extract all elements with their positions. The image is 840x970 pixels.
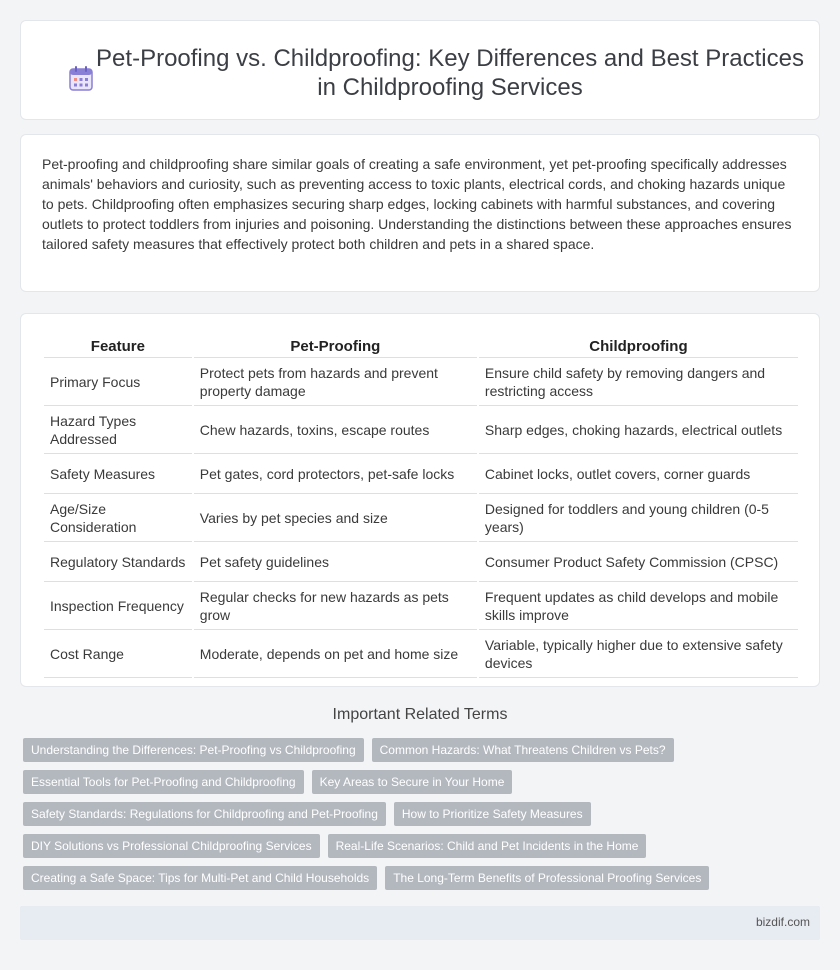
tag-row xyxy=(23,770,723,794)
table-row xyxy=(44,630,798,678)
table-row xyxy=(44,406,798,454)
tag-row xyxy=(23,866,723,890)
pet-proofing-cell: Moderate, depends on pet and home size xyxy=(194,630,477,678)
comparison-table xyxy=(42,334,800,678)
column-header-childproofing: Childproofing xyxy=(479,334,798,358)
footer xyxy=(20,906,820,940)
table-row xyxy=(44,582,798,630)
column-header-feature: Feature xyxy=(44,334,192,358)
table-row xyxy=(44,542,798,582)
comparison-table-card xyxy=(20,313,820,687)
pet-proofing-cell: Pet gates, cord protectors, pet-safe locks xyxy=(194,454,477,494)
pet-proofing-cell: Pet safety guidelines xyxy=(194,542,477,582)
pet-proofing-cell: Varies by pet species and size xyxy=(194,494,477,542)
summary-card xyxy=(20,134,820,292)
calendar-icon xyxy=(69,65,93,91)
related-term-link[interactable]: DIY Solutions vs Professional Childproofing Services xyxy=(23,834,320,858)
footer-site-link[interactable]: bizdif.com xyxy=(755,915,810,929)
tag-row xyxy=(23,834,723,858)
feature-cell: Safety Measures xyxy=(44,454,192,494)
related-term-link[interactable]: How to Prioritize Safety Measures xyxy=(394,802,591,826)
childproofing-cell: Sharp edges, choking hazards, electrical outlets xyxy=(479,406,798,454)
feature-cell: Inspection Frequency xyxy=(44,582,192,630)
column-header-pet-proofing: Pet-Proofing xyxy=(194,334,477,358)
related-terms-list xyxy=(23,738,723,898)
related-term-link[interactable]: Key Areas to Secure in Your Home xyxy=(312,770,513,794)
childproofing-cell: Ensure child safety by removing dangers and restricting access xyxy=(479,358,798,406)
pet-proofing-cell: Regular checks for new hazards as pets grow xyxy=(194,582,477,630)
related-term-link[interactable]: Essential Tools for Pet-Proofing and Childproofing xyxy=(23,770,304,794)
summary-text: Pet-proofing and childproofing share similar goals of creating a safe environment, yet pet-proofing specifically addresses animals' behaviors and curiosity, such as preventing access to toxic plants, electrical cords, and choking hazards unique to pets. Childproofing often emphasizes securing sharp edges, locking cabinets with harmful substances, and covering outlets to protect toddlers from injuries and poisoning. Understanding the distinctions between these approaches ensures tailored safety measures that effectively protect both children and pets in a shared space. xyxy=(42,156,792,252)
feature-cell: Primary Focus xyxy=(44,358,192,406)
tag-row xyxy=(23,738,723,762)
table-row xyxy=(44,454,798,494)
pet-proofing-cell: Chew hazards, toxins, escape routes xyxy=(194,406,477,454)
table-row xyxy=(44,494,798,542)
childproofing-cell: Designed for toddlers and young children (0-5 years) xyxy=(479,494,798,542)
childproofing-cell: Cabinet locks, outlet covers, corner guards xyxy=(479,454,798,494)
related-term-link[interactable]: Common Hazards: What Threatens Children vs Pets? xyxy=(372,738,674,762)
childproofing-cell: Variable, typically higher due to extensive safety devices xyxy=(479,630,798,678)
page-title: Pet-Proofing vs. Childproofing: Key Differences and Best Practices in Childproofing Services xyxy=(96,45,804,101)
table-row xyxy=(44,358,798,406)
related-term-link[interactable]: Understanding the Differences: Pet-Proofing vs Childproofing xyxy=(23,738,364,762)
feature-cell: Age/Size Consideration xyxy=(44,494,192,542)
childproofing-cell: Frequent updates as child develops and mobile skills improve xyxy=(479,582,798,630)
childproofing-cell: Consumer Product Safety Commission (CPSC) xyxy=(479,542,798,582)
related-term-link[interactable]: Real-Life Scenarios: Child and Pet Incidents in the Home xyxy=(328,834,647,858)
header-card xyxy=(20,20,820,120)
pet-proofing-cell: Protect pets from hazards and prevent property damage xyxy=(194,358,477,406)
feature-cell: Regulatory Standards xyxy=(44,542,192,582)
tag-row xyxy=(23,802,723,826)
related-term-link[interactable]: The Long-Term Benefits of Professional Proofing Services xyxy=(385,866,709,890)
related-term-link[interactable]: Safety Standards: Regulations for Childproofing and Pet-Proofing xyxy=(23,802,386,826)
related-term-link[interactable]: Creating a Safe Space: Tips for Multi-Pet and Child Households xyxy=(23,866,377,890)
table-header-row xyxy=(44,334,798,358)
related-terms-heading: Important Related Terms xyxy=(332,706,508,723)
feature-cell: Hazard Types Addressed xyxy=(44,406,192,454)
feature-cell: Cost Range xyxy=(44,630,192,678)
